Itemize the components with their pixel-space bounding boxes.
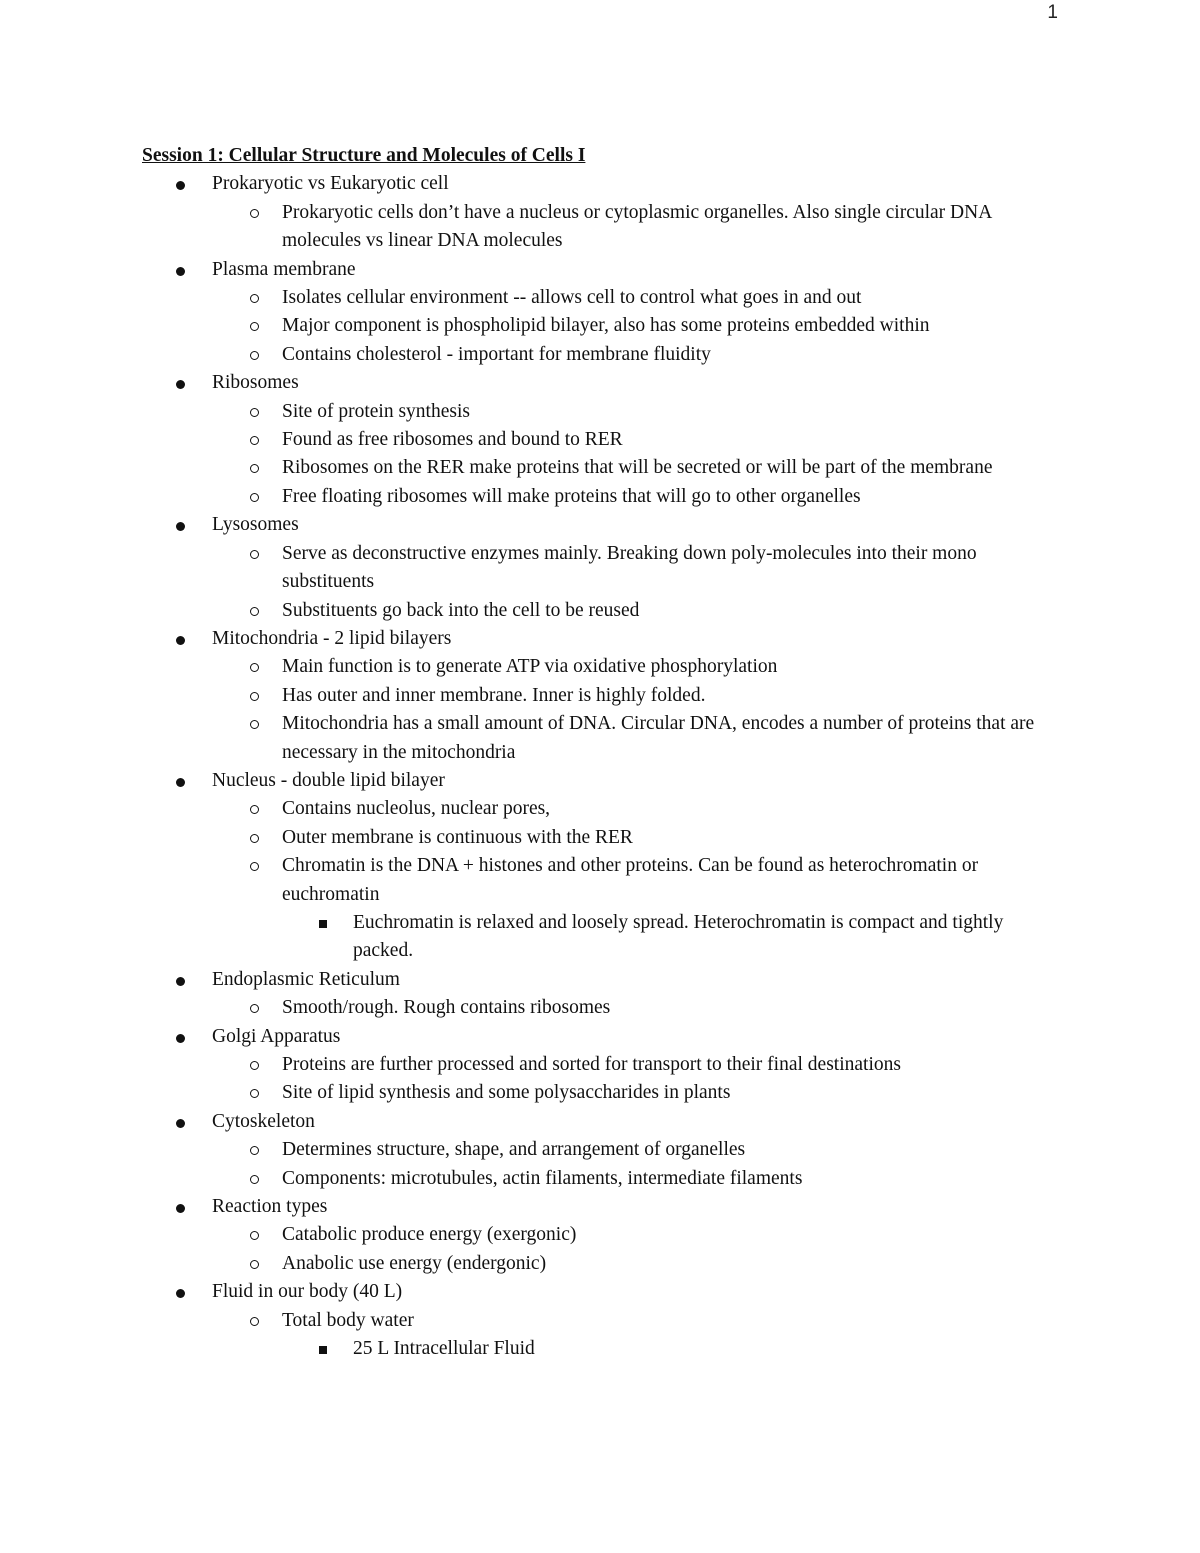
bullet-filled-circle-icon [176, 522, 185, 531]
outline-item-text: Golgi Apparatus [212, 1025, 341, 1047]
bullet-filled-circle-icon [176, 380, 185, 389]
outline-subitem [212, 1250, 1062, 1278]
outline-item [142, 767, 1062, 966]
outline-item-text: Has outer and inner membrane. Inner is highly folded. [282, 684, 706, 706]
bullet-hollow-circle-icon [250, 322, 259, 331]
outline-item [142, 625, 1062, 767]
outline-item-text: Total body water [282, 1309, 414, 1331]
outline-item [142, 1108, 1062, 1193]
outline-item-text: Main function is to generate ATP via oxidative phosphorylation [282, 656, 778, 678]
outline-item [142, 511, 1062, 625]
outline-item-text: Catabolic produce energy (exergonic) [282, 1224, 577, 1246]
document-body [142, 142, 1062, 1363]
outline-item [142, 966, 1062, 1023]
outline-subitem [212, 312, 1062, 340]
outline-item-text: Smooth/rough. Rough contains ribosomes [282, 997, 611, 1019]
outline-item-text: Outer membrane is continuous with the RER [282, 826, 633, 848]
bullet-filled-circle-icon [176, 977, 185, 986]
bullet-hollow-circle-icon [250, 1146, 259, 1155]
outline-subitem [212, 1051, 1062, 1079]
bullet-filled-circle-icon [176, 778, 185, 787]
outline-item-text: Determines structure, shape, and arrangement of organelles [282, 1139, 746, 1161]
nested-list [212, 199, 1062, 256]
outline-subitem [212, 710, 1062, 767]
bullet-hollow-circle-icon [250, 1061, 259, 1070]
nested-list [282, 1335, 1062, 1363]
outline-subitem [212, 852, 1062, 966]
bullet-hollow-circle-icon [250, 834, 259, 843]
outline-item-text: 25 L Intracellular Fluid [353, 1338, 535, 1360]
bullet-filled-circle-icon [176, 267, 185, 276]
bullet-square-icon [319, 920, 327, 928]
outline-subitem [212, 1165, 1062, 1193]
outline-subitem [212, 398, 1062, 426]
outline-item-text: Proteins are further processed and sorted for transport to their final destinations [282, 1054, 901, 1075]
outline-subitem [212, 426, 1062, 454]
bullet-hollow-circle-icon [250, 607, 259, 616]
outline-item-text: Mitochondria - 2 lipid bilayers [212, 627, 452, 649]
outline-item-text: Chromatin is the DNA + histones and other proteins. Can be found as heterochromatin or euchromatin [282, 855, 979, 905]
bullet-hollow-circle-icon [250, 1231, 259, 1240]
bullet-filled-circle-icon [176, 636, 185, 645]
nested-list [212, 994, 1062, 1022]
outline-item-text: Cytoskeleton [212, 1110, 315, 1132]
bullet-hollow-circle-icon [250, 550, 259, 559]
outline-subitem [212, 682, 1062, 710]
nested-list [212, 1221, 1062, 1278]
outline-item-text: Lysosomes [212, 514, 299, 536]
outline-subitem [212, 1307, 1062, 1364]
outline-item [142, 369, 1062, 511]
outline-item-text: Found as free ribosomes and bound to RER [282, 429, 623, 451]
outline-subitem [212, 284, 1062, 312]
outline-subsubitem [282, 1335, 1062, 1363]
outline-item-text: Reaction types [212, 1196, 328, 1218]
outline-subitem [212, 1079, 1062, 1107]
nested-list [212, 1136, 1062, 1193]
bullet-hollow-circle-icon [250, 1260, 259, 1269]
bullet-hollow-circle-icon [250, 862, 259, 871]
nested-list [282, 909, 1062, 966]
nested-list [212, 795, 1062, 965]
outline-subitem [212, 994, 1062, 1022]
session-title: Session 1: Cellular Structure and Molecules of Cells I [142, 145, 586, 166]
outline-subitem [212, 1221, 1062, 1249]
outline-subitem [212, 483, 1062, 511]
outline-subitem [212, 341, 1062, 369]
outline-subitem [212, 454, 1062, 482]
bullet-filled-circle-icon [176, 181, 185, 190]
nested-list [212, 284, 1062, 369]
outline-item-text: Fluid in our body (40 L) [212, 1281, 403, 1303]
bullet-hollow-circle-icon [250, 1004, 259, 1013]
nested-list [212, 540, 1062, 625]
bullet-hollow-circle-icon [250, 493, 259, 502]
outline-subitem [212, 540, 1062, 597]
outline-subsubitem [282, 909, 1062, 966]
bullet-hollow-circle-icon [250, 1317, 259, 1326]
outline-subitem [212, 597, 1062, 625]
bullet-hollow-circle-icon [250, 294, 259, 303]
nested-list [212, 1051, 1062, 1108]
outline-item-text: Euchromatin is relaxed and loosely spread. Heterochromatin is compact and tightly packed. [353, 911, 1004, 962]
outline-item-text: Site of lipid synthesis and some polysaccharides in plants [282, 1082, 731, 1104]
outline-item-text: Contains nucleolus, nuclear pores, [282, 798, 551, 820]
outline-item-text: Isolates cellular environment -- allows cell to control what goes in and out [282, 287, 862, 309]
bullet-hollow-circle-icon [250, 436, 259, 445]
bullet-filled-circle-icon [176, 1289, 185, 1298]
page-number: 1 [1047, 2, 1058, 23]
outline-subitem [212, 199, 1062, 256]
outline-item [142, 1193, 1062, 1278]
outline-subitem [212, 653, 1062, 681]
bullet-filled-circle-icon [176, 1034, 185, 1043]
outline-subitem [212, 795, 1062, 823]
bullet-hollow-circle-icon [250, 1175, 259, 1184]
outline-item [142, 256, 1062, 370]
nested-list [212, 653, 1062, 767]
nested-list [212, 1307, 1062, 1364]
outline-subitem [212, 824, 1062, 852]
bullet-hollow-circle-icon [250, 209, 259, 218]
bullet-square-icon [319, 1346, 327, 1354]
outline-item-text: Substituents go back into the cell to be reused [282, 599, 640, 621]
outline-item [142, 1023, 1062, 1108]
bullet-hollow-circle-icon [250, 1089, 259, 1098]
outline-item-text: Prokaryotic cells don’t have a nucleus or cytoplasmic organelles. Also single circular DNA molecules vs linear DNA molecules [282, 201, 992, 252]
outline-item-text: Nucleus - double lipid bilayer [212, 769, 445, 791]
nested-list [212, 398, 1062, 512]
outline-item-text: Major component is phospholipid bilayer, also has some proteins embedded within [282, 315, 930, 337]
outline-item-text: Mitochondria has a small amount of DNA. Circular DNA, encodes a number of proteins that are necessary in the mitochondria [282, 713, 1035, 763]
outline-item-text: Endoplasmic Reticulum [212, 968, 400, 990]
outline-item [142, 170, 1062, 255]
bullet-hollow-circle-icon [250, 408, 259, 417]
outline-item-text: Free floating ribosomes will make proteins that will go to other organelles [282, 485, 861, 507]
bullet-filled-circle-icon [176, 1119, 185, 1128]
outline-item-text: Ribosomes [212, 372, 299, 394]
outline-item-text: Serve as deconstructive enzymes mainly. Breaking down poly-molecules into their mono substituents [282, 542, 977, 593]
outline-item-text: Components: microtubules, actin filaments, intermediate filaments [282, 1167, 803, 1189]
outline-item-text: Contains cholesterol - important for membrane fluidity [282, 343, 711, 365]
bullet-hollow-circle-icon [250, 351, 259, 360]
bullet-filled-circle-icon [176, 1204, 185, 1213]
outline-item-text: Prokaryotic vs Eukaryotic cell [212, 173, 449, 195]
outline-list [142, 170, 1062, 1363]
outline-item-text: Anabolic use energy (endergonic) [282, 1252, 547, 1274]
bullet-hollow-circle-icon [250, 692, 259, 701]
bullet-hollow-circle-icon [250, 663, 259, 672]
outline-subitem [212, 1136, 1062, 1164]
outline-item-text: Plasma membrane [212, 258, 356, 280]
bullet-hollow-circle-icon [250, 464, 259, 473]
outline-item-text: Ribosomes on the RER make proteins that will be secreted or will be part of the membrane [282, 457, 993, 479]
outline-item [142, 1278, 1062, 1363]
bullet-hollow-circle-icon [250, 720, 259, 729]
bullet-hollow-circle-icon [250, 805, 259, 814]
outline-item-text: Site of protein synthesis [282, 400, 470, 422]
